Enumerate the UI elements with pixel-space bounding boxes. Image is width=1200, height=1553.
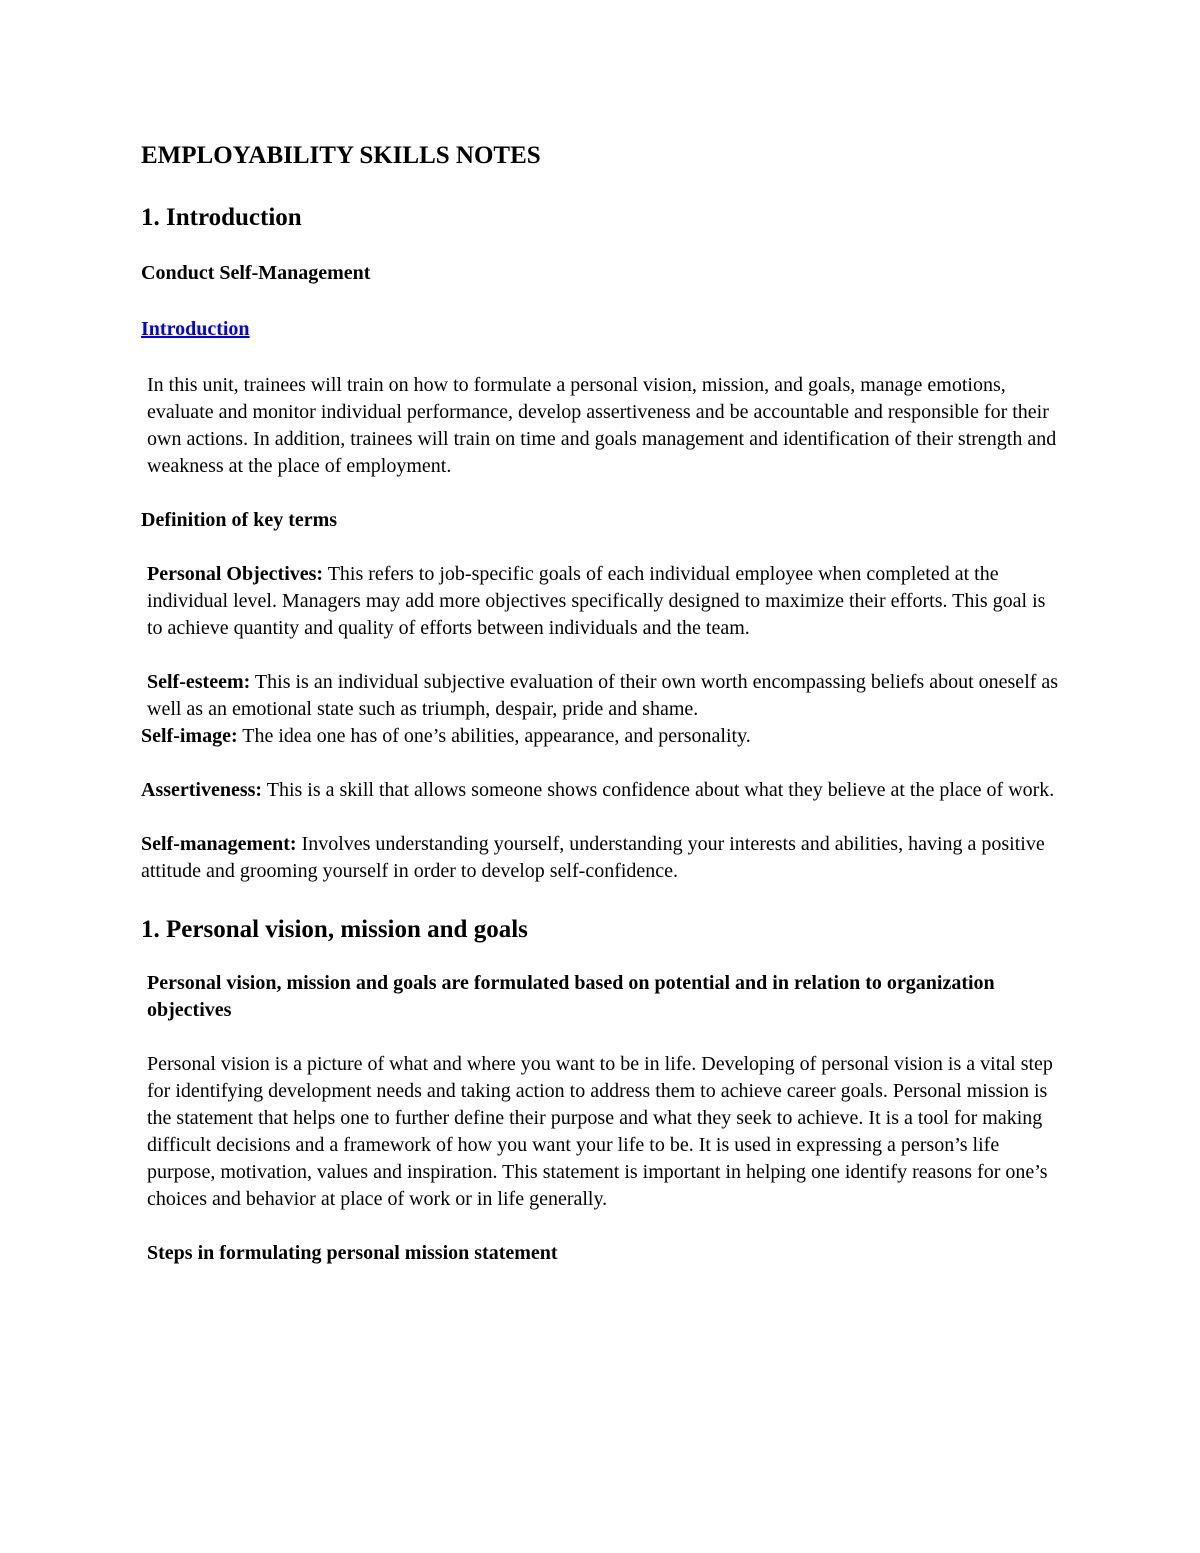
text-personal-objectives: This refers to job-specific goals of each individual employee when completed at the individual level. Managers may add more objectives specifically designed to maximize their efforts. This goal is to achieve quantity and quality of efforts between individuals and the team.: [147, 563, 1046, 639]
section-heading-personal-vision: 1. Personal vision, mission and goals: [141, 916, 528, 943]
term-assertiveness: Assertiveness:: [141, 779, 263, 801]
document-page: [141, 138, 1061, 1296]
section2-bold-statement: Personal vision, mission and goals are formulated based on potential and in relation to organization objectives: [147, 972, 995, 1021]
text-self-management: Involves understanding yourself, understanding your interests and abilities, having a positive attitude and grooming yourself in order to develop self-confidence.: [141, 833, 1045, 882]
definition-assertiveness: [141, 777, 1061, 804]
steps-heading: Steps in formulating personal mission statement: [147, 1242, 558, 1264]
text-self-image: The idea one has of one’s abilities, appearance, and personality.: [237, 725, 751, 747]
term-personal-objectives: Personal Objectives:: [147, 563, 324, 585]
section2-paragraph: Personal vision is a picture of what and where you want to be in life. Developing of personal vision is a vital step for identifying development needs and taking action to address them to achieve career goals. Personal mission is the statement that helps one to further define their purpose and what they seek to achieve. It is a tool for making difficult decisions and a framework of how you want your life to be. It is used in expressing a person’s life purpose, motivation, values and inspiration. This statement is important in helping one identify reasons for one’s choices and behavior at place of work or in life generally.: [147, 1053, 1053, 1210]
definitions-heading: Definition of key terms: [141, 509, 338, 531]
document-title: EMPLOYABILITY SKILLS NOTES: [141, 142, 541, 169]
term-self-image: Self-image:: [141, 725, 238, 747]
definition-self-esteem: [141, 669, 1061, 723]
term-self-management: Self-management:: [141, 833, 297, 855]
text-assertiveness: This is a skill that allows someone shows confidence about what they believe at the place of work.: [262, 779, 1055, 801]
definition-self-management: [141, 831, 1061, 885]
section-heading-introduction: 1. Introduction: [141, 204, 302, 231]
intro-paragraph: In this unit, trainees will train on how to formulate a personal vision, mission, and goals, manage emotions, evaluate and monitor individual performance, develop assertiveness and be accountable and responsible for their own actions. In addition, trainees will train on time and goals management and identification of their strength and weakness at the place of employment.: [147, 374, 1057, 477]
sub-heading-conduct-self-management: Conduct Self-Management: [141, 262, 371, 284]
introduction-link[interactable]: Introduction: [141, 318, 250, 340]
text-self-esteem: This is an individual subjective evaluation of their own worth encompassing beliefs about oneself as well as an emotional state such as triumph, despair, pride and shame.: [147, 671, 1059, 720]
term-self-esteem: Self-esteem:: [147, 671, 251, 693]
definition-personal-objectives: [141, 561, 1061, 642]
definition-self-image: [141, 723, 1061, 750]
